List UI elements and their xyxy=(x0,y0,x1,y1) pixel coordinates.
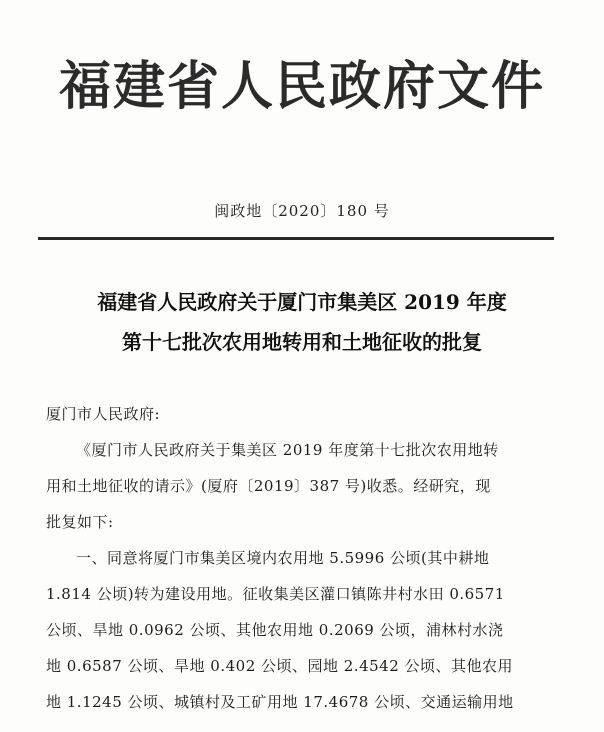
body-line: 地 1.1245 公顷、城镇村及工矿用地 17.4678 公顷、交通运输用地 xyxy=(46,693,514,711)
body-line: 《厦门市人民政府关于集美区 2019 年度第十七批次农用地转 xyxy=(76,441,499,459)
body-line: 地 0.6587 公顷、旱地 0.402 公顷、园地 2.4542 公顷、其他农用 xyxy=(46,657,514,675)
body-line: 一、同意将厦门市集美区境内农用地 5.5996 公顷(其中耕地 xyxy=(76,549,490,567)
body-line: 公顷、旱地 0.0962 公顷、其他农用地 0.2069 公顷，浦林村水浇 xyxy=(46,621,504,639)
subject-line-1: 福建省人民政府关于厦门市集美区 2019 年度 xyxy=(97,290,507,314)
document-number: 闽政地〔2020〕180 号 xyxy=(214,202,390,220)
body-line: 用和土地征收的请示》(厦府〔2019〕387 号)收悉。经研究，现 xyxy=(46,477,491,495)
subject-line-2: 第十七批次农用地转用和土地征收的批复 xyxy=(122,330,482,354)
document-header-title: 福建省人民政府文件 xyxy=(58,57,545,117)
document-body xyxy=(46,396,566,720)
header-divider xyxy=(38,237,554,240)
document-subject xyxy=(0,282,604,362)
addressee: 厦门市人民政府: xyxy=(46,405,161,423)
body-line: 1.814 公顷)转为建设用地。征收集美区灌口镇陈井村水田 0.6571 xyxy=(46,585,505,603)
body-line: 批复如下: xyxy=(46,513,114,531)
